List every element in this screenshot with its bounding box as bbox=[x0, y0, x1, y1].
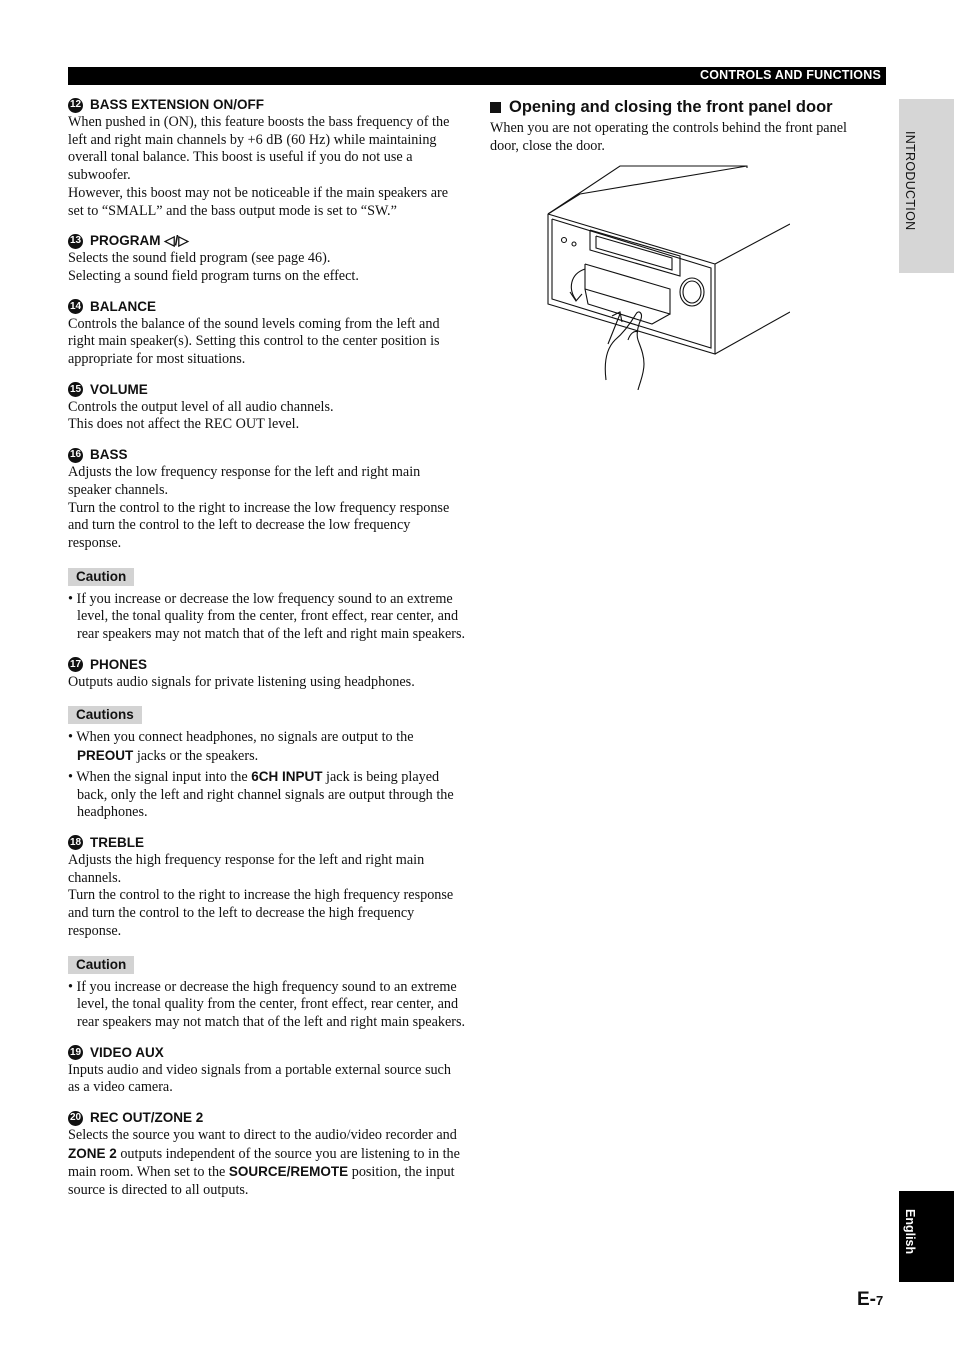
control-heading bbox=[68, 96, 466, 114]
bold-term: SOURCE/REMOTE bbox=[228, 1164, 349, 1180]
item-number-badge: 19 bbox=[68, 1045, 83, 1060]
body-text: Adjusts the low frequency response for the left and right main speaker channels. bbox=[68, 464, 421, 498]
language-tab-label: English bbox=[903, 1209, 917, 1255]
bold-term: PREOUT bbox=[77, 748, 134, 764]
text-run: Selects the source you want to direct to the audio/video recorder and bbox=[68, 1127, 457, 1144]
control-heading bbox=[68, 298, 466, 316]
caution-bullet: • If you increase or decrease the low frequency sound to an extreme level, the tonal quality from the center, front effect, rear center, and rear speakers may not match that of the left and right main speakers. bbox=[68, 590, 466, 643]
control-title: PHONES bbox=[90, 656, 148, 672]
text-run: jacks or the speakers. bbox=[133, 748, 259, 765]
control-item bbox=[68, 1109, 466, 1200]
control-item bbox=[68, 232, 466, 285]
body-text: However, this boost may not be noticeable if the main speakers are set to “SMALL” and the bass output mode is set to “SW.” bbox=[68, 184, 449, 219]
text-run: position, the input source is directed to all outputs. bbox=[68, 1164, 455, 1199]
item-number-badge: 17 bbox=[68, 657, 83, 672]
caution-block bbox=[68, 703, 466, 822]
page-number-value: 7 bbox=[876, 1293, 884, 1308]
control-item bbox=[68, 298, 466, 369]
text-run: • When the signal input into the bbox=[68, 768, 252, 785]
item-number-badge: 20 bbox=[68, 1111, 83, 1126]
caution-bullet: • If you increase or decrease the high frequency sound to an extreme level, the tonal quality from the center, front effect, rear center, and rear speakers may not match that of the left and right main speakers. bbox=[68, 978, 466, 1030]
section-tab bbox=[899, 99, 954, 273]
control-item bbox=[68, 834, 466, 941]
control-item bbox=[68, 656, 466, 692]
square-bullet-icon bbox=[490, 102, 501, 113]
caution-block bbox=[68, 565, 466, 644]
body-text: This does not affect the REC OUT level. bbox=[68, 416, 300, 433]
page-prefix: E- bbox=[857, 1289, 876, 1310]
body-text bbox=[68, 1127, 466, 1200]
control-title: PROGRAM ◁/▷ bbox=[90, 233, 189, 249]
body-text: Outputs audio signals for private listening using headphones. bbox=[68, 673, 415, 690]
body-text: Selects the sound field program (see page 46). bbox=[68, 250, 331, 267]
left-column bbox=[68, 96, 466, 1212]
control-item bbox=[68, 96, 466, 220]
section-heading bbox=[490, 96, 870, 118]
control-heading bbox=[68, 1044, 466, 1062]
control-heading bbox=[68, 1109, 466, 1127]
front-panel-door-illustration bbox=[540, 164, 790, 390]
caution-label: Cautions bbox=[68, 706, 142, 724]
caution-bullet bbox=[68, 768, 466, 822]
text-run: outputs independent of the source you are listening to in the main room. When set to the bbox=[68, 1145, 460, 1181]
body-text: When pushed in (ON), this feature boosts the bass frequency of the left and right main channels by +6 dB (60 Hz) while maintaining overall tonal balance. This boost is useful if you do not use a subwoofer. bbox=[68, 114, 450, 184]
text-run: jack is being played back, only the left and right channel signals are output through the headphones. bbox=[77, 768, 454, 821]
section-tab-label: INTRODUCTION bbox=[903, 131, 917, 231]
caution-block bbox=[68, 953, 466, 1032]
section-heading-text: Opening and closing the front panel door bbox=[509, 98, 833, 116]
control-item bbox=[68, 381, 466, 434]
bold-term: 6CH INPUT bbox=[251, 768, 323, 784]
control-title: TREBLE bbox=[90, 834, 144, 850]
item-number-badge: 16 bbox=[68, 448, 83, 463]
control-title: VOLUME bbox=[90, 381, 148, 397]
control-title: BALANCE bbox=[90, 298, 156, 314]
section-description: When you are not operating the controls behind the front panel door, close the door. bbox=[490, 120, 847, 154]
caution-label: Caution bbox=[68, 956, 134, 974]
bold-term: ZONE 2 bbox=[68, 1145, 117, 1161]
control-item bbox=[68, 446, 466, 553]
item-number-badge: 13 bbox=[68, 234, 83, 249]
control-heading bbox=[68, 656, 466, 674]
body-text: Controls the output level of all audio channels. bbox=[68, 398, 334, 415]
body-text: Turn the control to the right to increase the low frequency response and turn the control to the left to decrease the low frequency response. bbox=[68, 499, 450, 551]
control-title: VIDEO AUX bbox=[90, 1044, 164, 1060]
control-title: BASS bbox=[90, 447, 128, 463]
page-number bbox=[857, 1289, 883, 1311]
control-title: BASS EXTENSION ON/OFF bbox=[90, 97, 265, 112]
language-tab bbox=[899, 1191, 954, 1282]
body-text: Inputs audio and video signals from a portable external source such as a video camera. bbox=[68, 1061, 451, 1096]
text-run: • When you connect headphones, no signals are output to the bbox=[68, 729, 414, 746]
body-text: Selecting a sound field program turns on the effect. bbox=[68, 267, 359, 284]
caution-label: Caution bbox=[68, 568, 134, 586]
body-text: Turn the control to the right to increase the high frequency response and turn the control to the left to decrease the high frequency response. bbox=[68, 887, 454, 939]
caution-bullet bbox=[68, 729, 466, 765]
body-text: Controls the balance of the sound levels coming from the left and right main speaker(s). Setting this control to the center position is appropriate for most situations. bbox=[68, 315, 440, 368]
item-number-badge: 18 bbox=[68, 835, 83, 850]
control-heading bbox=[68, 381, 466, 399]
right-column bbox=[490, 96, 870, 155]
control-heading bbox=[68, 232, 466, 250]
control-heading bbox=[68, 446, 466, 464]
item-number-badge: 14 bbox=[68, 299, 83, 314]
item-number-badge: 15 bbox=[68, 382, 83, 397]
control-item bbox=[68, 1044, 466, 1097]
header-bar bbox=[68, 67, 886, 85]
control-title: REC OUT/ZONE 2 bbox=[90, 1110, 204, 1126]
header-title: CONTROLS AND FUNCTIONS bbox=[699, 68, 881, 82]
control-heading bbox=[68, 834, 466, 852]
body-text: Adjusts the high frequency response for the left and right main channels. bbox=[68, 851, 425, 886]
item-number-badge: 12 bbox=[68, 98, 83, 113]
